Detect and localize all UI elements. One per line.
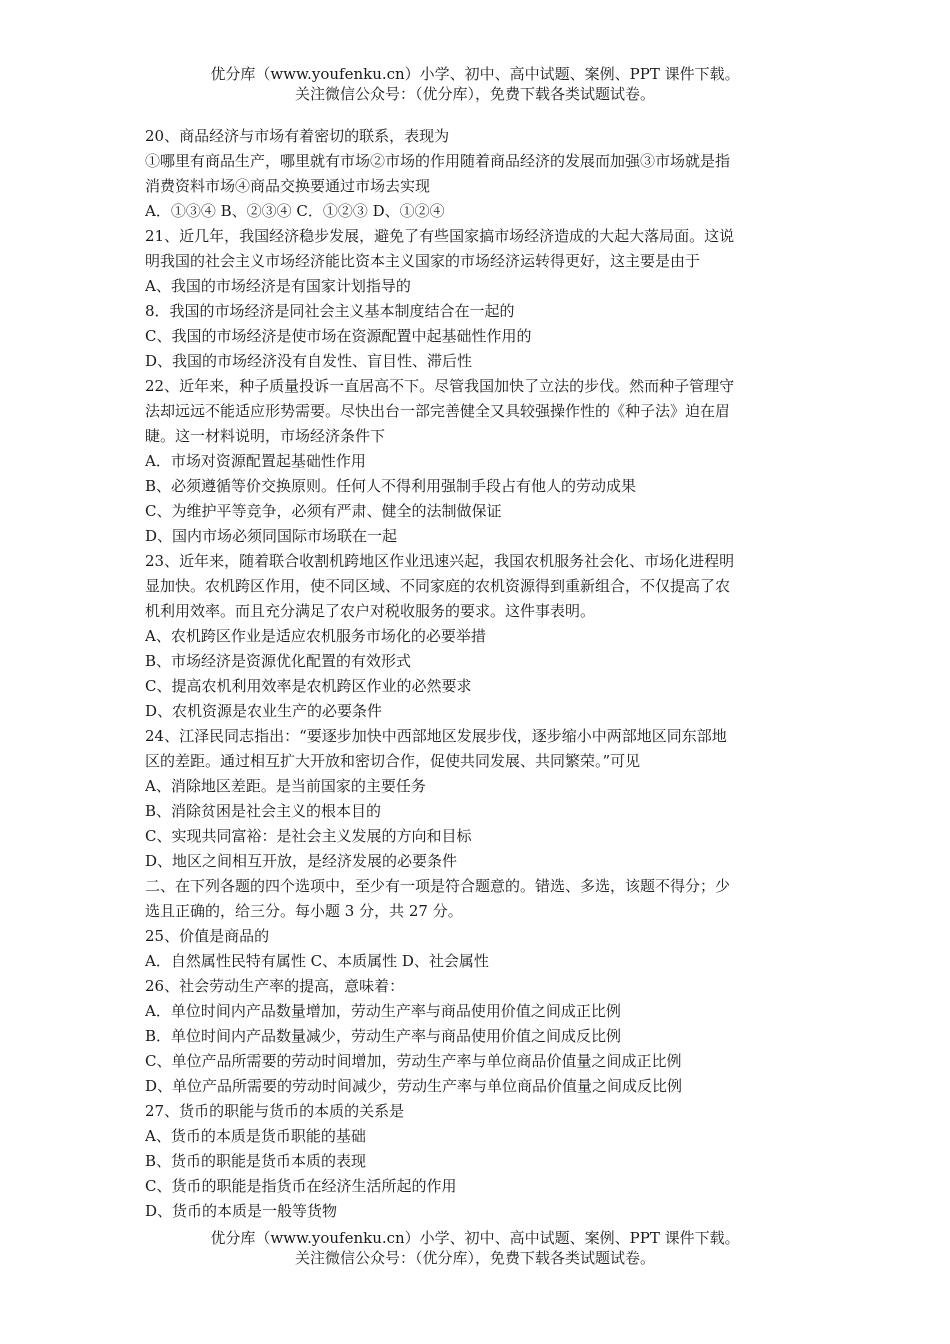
header-line-1: 优分库（www.youfenku.cn）小学、初中、高中试题、案例、PPT 课件下载。 [210, 65, 740, 83]
text-line: D、地区之间相互开放，是经济发展的必要条件 [145, 852, 458, 870]
header-line-2: 关注微信公众号：（优分库），免费下载各类试题试卷。 [294, 85, 655, 103]
text-line: 区的差距。通过相互扩大开放和密切合作，促使共同发展、共同繁荣。”可见 [145, 752, 641, 770]
text-line: C、货币的职能是指货币在经济生活所起的作用 [145, 1177, 457, 1195]
text-line: D、我国的市场经济没有自发性、盲目性、滞后性 [145, 352, 473, 370]
text-line: 显加快。农机跨区作用，使不同区域、不同家庭的农机资源得到重新组合，不仅提高了农 [145, 577, 731, 595]
text-line: 25、价值是商品的 [145, 927, 270, 945]
text-line: A、农机跨区作业是适应农机服务市场化的必要举措 [145, 627, 486, 645]
text-line: C、单位产品所需要的劳动时间增加，劳动生产率与单位商品价值量之间成正比例 [145, 1052, 682, 1070]
text-line: B、货币的职能是货币本质的表现 [145, 1152, 367, 1170]
page-footer [0, 1228, 950, 1268]
document-body [145, 124, 810, 1224]
text-line: 26、社会劳动生产率的提高，意味着： [145, 977, 405, 995]
text-line: B、必须遵循等价交换原则。任何人不得利用强制手段占有他人的劳动成果 [145, 477, 637, 495]
text-line: C、我国的市场经济是使市场在资源配置中起基础性作用的 [145, 327, 532, 345]
text-line: B．单位时间内产品数量减少，劳动生产率与商品使用价值之间成反比例 [145, 1027, 622, 1045]
footer-line-2: 关注微信公众号：（优分库），免费下载各类试题试卷。 [294, 1249, 655, 1267]
text-line: A．单位时间内产品数量增加，劳动生产率与商品使用价值之间成正比例 [145, 1002, 621, 1020]
text-line: 消费资料市场④商品交换要通过市场去实现 [145, 177, 431, 195]
text-line: 24、江泽民同志指出：“要逐步加快中西部地区发展步伐，逐步缩小中两部地区同东部地 [145, 727, 727, 745]
text-line: A．市场对资源配置起基础性作用 [145, 452, 366, 470]
text-line: C、提高农机利用效率是农机跨区作业的必然要求 [145, 677, 472, 695]
text-line: A．①③④ B、②③④ C．①②③ D、①②④ [145, 202, 445, 220]
text-line: C、为维护平等竞争，必须有严肃、健全的法制做保证 [145, 502, 502, 520]
text-line: C、实现共同富裕：是社会主义发展的方向和目标 [145, 827, 472, 845]
text-line: 23、近年来，随着联合收割机跨地区作业迅速兴起，我国农机服务社会化、市场化进程明 [145, 552, 735, 570]
text-line: 20、商品经济与市场有着密切的联系，表现为 [145, 127, 450, 145]
text-line: 22、近年来，种子质量投诉一直居高不下。尽管我国加快了立法的步伐。然而种子管理守 [145, 377, 735, 395]
text-line: 法却远远不能适应形势需要。尽快出台一部完善健全又具较强操作性的《种子法》迫在眉 [145, 402, 731, 420]
text-line: 睫。这一材料说明，市场经济条件下 [145, 427, 386, 445]
text-line: D、国内市场必须同国际市场联在一起 [145, 527, 398, 545]
text-line: 21、近几年，我国经济稳步发展，避免了有些国家搞市场经济造成的大起大落局面。这说 [145, 227, 735, 245]
text-line: B、市场经济是资源优化配置的有效形式 [145, 652, 412, 670]
text-line: D、货币的本质是一般等货物 [145, 1202, 338, 1220]
footer-line-1: 优分库（www.youfenku.cn）小学、初中、高中试题、案例、PPT 课件下载。 [210, 1229, 740, 1247]
text-line: 8．我国的市场经济是同社会主义基本制度结合在一起的 [145, 302, 515, 320]
text-line: A．自然属性民特有属性 C、本质属性 D、社会属性 [145, 952, 489, 970]
text-line: A、货币的本质是货币职能的基础 [145, 1127, 366, 1145]
text-line: 机利用效率。而且充分满足了农户对税收服务的要求。这件事表明。 [145, 602, 596, 620]
page-header [0, 64, 950, 104]
text-line: D、单位产品所需要的劳动时间减少，劳动生产率与单位商品价值量之间成反比例 [145, 1077, 683, 1095]
text-line: A、我国的市场经济是有国家计划指导的 [145, 277, 411, 295]
text-line: D、农机资源是农业生产的必要条件 [145, 702, 383, 720]
text-line: 选且正确的，给三分。每小题 3 分，共 27 分。 [145, 902, 463, 920]
text-line: 二、在下列各题的四个选项中，至少有一项是符合题意的。错选、多选，该题不得分；少 [145, 877, 731, 895]
text-line: 明我国的社会主义市场经济能比资本主义国家的市场经济运转得更好，这主要是由于 [145, 252, 701, 270]
text-line: B、消除贫困是社会主义的根本目的 [145, 802, 382, 820]
text-line: 27、货币的职能与货币的本质的关系是 [145, 1102, 405, 1120]
text-line: ①哪里有商品生产，哪里就有市场②市场的作用随着商品经济的发展而加强③市场就是指 [145, 152, 731, 170]
text-line: A、消除地区差距。是当前国家的主要任务 [145, 777, 426, 795]
